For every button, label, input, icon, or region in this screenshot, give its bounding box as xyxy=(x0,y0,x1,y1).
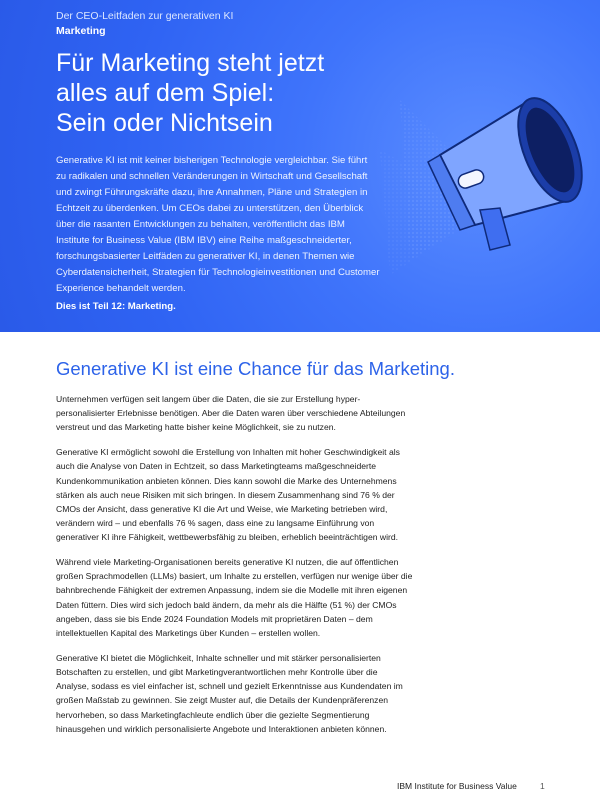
body-paragraph xyxy=(56,392,436,435)
body-line: CMOs der Ansicht, dass generative KI die Art und Weise, wie Marketing betrieben wird, xyxy=(56,503,388,514)
body-line: intellektuellen Kapital des Marketings über Kunden – erstellen wollen. xyxy=(56,628,321,639)
headline-line: Sein oder Nichtsein xyxy=(56,109,273,137)
intro-text xyxy=(56,153,396,297)
intro-line: forschungsbasierter Leitfäden zu generativer KI, in denen Themen wie xyxy=(56,251,355,262)
intro-line: über die rasanten Entwicklungen zu behalten, veröffentlicht das IBM xyxy=(56,219,345,230)
series-title: Der CEO-Leitfaden zur generativen KI xyxy=(56,10,234,22)
body-paragraph xyxy=(56,445,436,544)
hero-banner xyxy=(0,0,600,332)
body-line: Daten füttern. Dies wird sich jedoch bald ändern, da mehr als die Hälfte (51 %) der CMOs xyxy=(56,599,397,610)
megaphone-icon xyxy=(380,60,590,280)
body-line: Analyse, sodass es viel einfacher ist, schnell und gezielt Erkenntnisse aus Kundendaten im xyxy=(56,681,403,692)
body-line: Botschaften zu erstellen, und gibt Marketingverantwortlichen mehr Kontrolle über die xyxy=(56,666,378,677)
body-line: Während viele Marketing-Organisationen bereits generative KI nutzen, die auf öffentlichen xyxy=(56,557,399,568)
headline-line: Für Marketing steht jetzt xyxy=(56,49,325,77)
intro-line: Generative KI ist mit keiner bisherigen Technologie vergleichbar. Sie führt xyxy=(56,155,368,166)
body-line: hervorheben, so dass Marketingfachleute endlich über die gezielte Segmentierung xyxy=(56,709,370,720)
body-line: bahnbrechende Fähigkeit der extremen Anpassung, indem sie die Modelle mit ihren eigenen xyxy=(56,585,408,596)
body-line: verändern wird – und ebenfalls 76 % sagen, dass eine zu langsame Einführung von xyxy=(56,518,375,529)
body-paragraph xyxy=(56,651,436,736)
page-title xyxy=(56,48,386,138)
intro-line: und zwingt Führungskräfte dazu, ihre Annahmen, Pläne und Strategien in xyxy=(56,187,368,198)
body-line: Generative KI ermöglicht sowohl die Erstellung von Inhalten mit hoher Geschwindigkeit als xyxy=(56,447,400,458)
part-label: Dies ist Teil 12: Marketing. xyxy=(56,301,176,312)
body-line: personalisierter Erlebnisse benötigen. Aber die Daten waren über verschiedene Abteilungen xyxy=(56,408,406,419)
intro-line: Echtzeit zu überdenken. Um CEOs dabei zu unterstützen, den Überblick xyxy=(56,203,364,214)
headline-line: alles auf dem Spiel: xyxy=(56,79,275,107)
body-line: angeben, dass sie bis Ende 2024 Foundation Models mit proprietären Daten – dem xyxy=(56,613,373,624)
body-line: verstreut und das Marketing hatte bisher keine Möglichkeit, sie zu nutzen. xyxy=(56,422,336,433)
body-line: stärken als auch neue Risiken mit sich bringen. In diesem Zusammenhang sind 76 % der xyxy=(56,489,395,500)
body-text xyxy=(56,392,436,746)
body-line: Generative KI bietet die Möglichkeit, Inhalte schneller und mit stärker personalisierten xyxy=(56,652,381,663)
body-line: großen Sprachmodellen (LLMs) basiert, um Inhalte zu erstellen, verfügen nur wenige über die xyxy=(56,571,413,582)
body-line: generativer KI ihre Fähigkeit, wettbewerbsfähig zu bleiben, erheblich beeinträchtigen wird. xyxy=(56,532,399,543)
body-paragraph xyxy=(56,555,436,640)
body-line: auch die Analyse von Daten in Echtzeit, so dass Marketingteams maßgeschneiderte xyxy=(56,461,377,472)
section-heading: Generative KI ist eine Chance für das Marketing. xyxy=(56,358,455,379)
body-line: Kundenkommunikation anbieten können. Dies kann sowohl die Marke des Unternehmens xyxy=(56,475,397,486)
body-line: großen Maßstab zu gewinnen. Sie zeigt Muster auf, die Details der Kundenpräferenzen xyxy=(56,695,389,706)
intro-line: Experience behandelt werden. xyxy=(56,283,186,294)
body-line: Unternehmen verfügen seit langem über die Daten, die sie zur Erstellung hyper- xyxy=(56,394,361,404)
page-number: 1 xyxy=(540,781,545,791)
intro-line: Cyberdatensicherheit, Strategien für Technologieinvestitionen und Customer xyxy=(56,267,380,278)
footer-publisher: IBM Institute for Business Value xyxy=(397,781,517,791)
section-label: Marketing xyxy=(56,25,106,37)
body-line: hinausgehen und wirklich personalisierte Angebote und Interaktionen anbieten können. xyxy=(56,723,387,734)
intro-line: zu radikalen und schnellen Veränderungen in Wirtschaft und Gesellschaft xyxy=(56,171,368,182)
intro-line: Institute for Business Value (IBM IBV) eine Reihe maßgeschneiderter, xyxy=(56,235,352,246)
